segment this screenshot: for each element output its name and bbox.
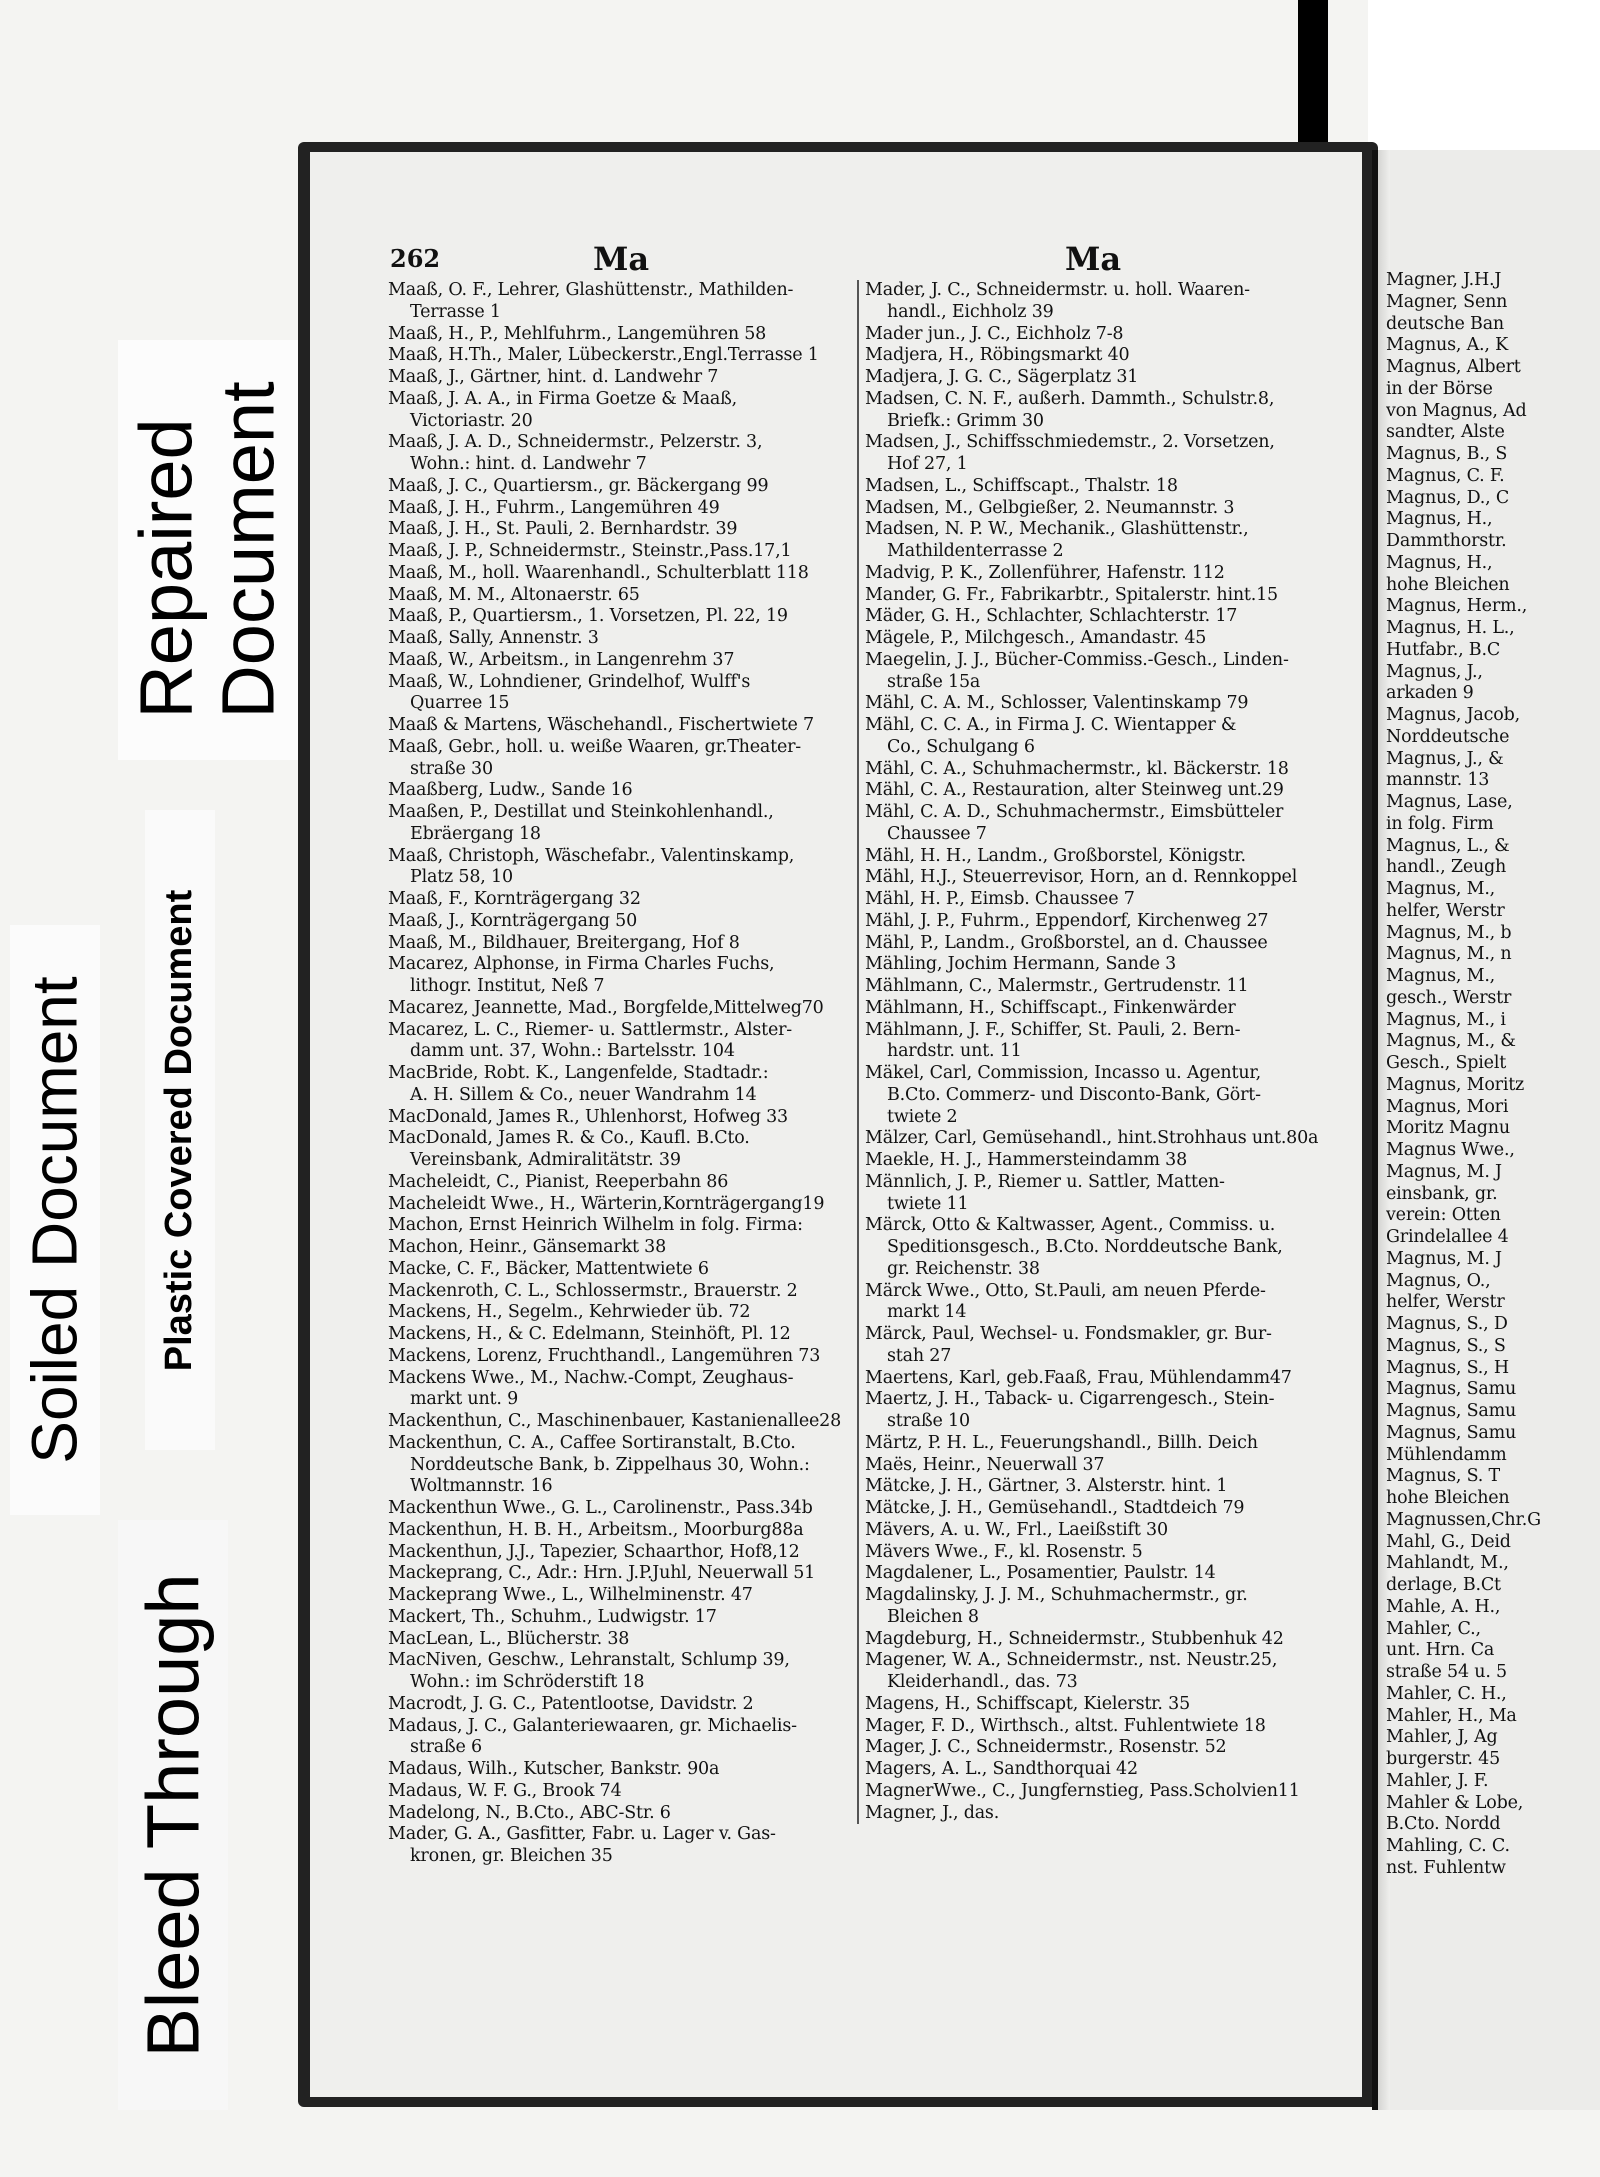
entry-line: straße 10: [887, 1411, 970, 1431]
entry-line: Maës, Heinr., Neuerwall 37: [865, 1454, 1105, 1475]
entry-line: Mühlendamm: [1386, 1444, 1507, 1465]
entry-line: Mähl, C. A. M., Schlosser, Valentinskamp 79: [865, 693, 1249, 714]
entry-line: Macke, C. F., Bäcker, Mattentwiete 6: [388, 1258, 709, 1279]
entry-line: Macarez, Alphonse, in Firma Charles Fuchs,: [388, 954, 775, 975]
entry-line: Macarez, Jeannette, Mad., Borgfelde,Mittelweg70: [388, 997, 824, 1018]
entry-line: Maaß, W., Arbeitsm., in Langenrehm 37: [388, 649, 735, 670]
entry-line: MagnerWwe., C., Jungfernstieg, Pass.Scholvien11: [865, 1780, 1300, 1801]
entry-line: Briefk.: Grimm 30: [887, 410, 1044, 431]
entry-line: Mader, G. A., Gasfitter, Fabr. u. Lager v. Gas-: [388, 1824, 776, 1845]
entry-line: Mahler, J, Ag: [1386, 1727, 1498, 1748]
entry-line: Mähl, C. A. D., Schuhmachermstr., Eimsbütteler: [865, 802, 1284, 822]
entry-line: Mahler, H., Ma: [1386, 1705, 1517, 1726]
entry-line: hohe Bleichen: [1386, 1488, 1510, 1508]
entry-line: Moritz Magnu: [1386, 1118, 1510, 1139]
entry-line: Mader, J. C., Schneidermstr. u. holl. Waaren-: [865, 280, 1250, 300]
entry-line: Maaß, O. F., Lehrer, Glashüttenstr., Mathilden-: [388, 280, 794, 300]
entry-line: Magnus, H.,: [1386, 509, 1493, 530]
plastic-covered-label: [145, 810, 215, 1450]
entry-line: Magdalinsky, J. J. M., Schuhmachermstr., gr.: [865, 1585, 1248, 1605]
entry-line: in der Börse: [1386, 378, 1493, 399]
entry-line: Mähl, P., Landm., Großborstel, an d. Chaussee: [865, 932, 1268, 953]
entry-line: hardstr. unt. 11: [887, 1041, 1022, 1062]
entry-line: Maegelin, J. J., Bücher-Commiss.-Gesch., Linden-: [865, 649, 1289, 670]
entry-line: Maaß, M., Bildhauer, Breitergang, Hof 8: [388, 932, 740, 953]
left-column: [388, 280, 868, 1868]
entry-line: hohe Bleichen: [1386, 574, 1510, 595]
entry-line: Madsen, L., Schiffscapt., Thalstr. 18: [865, 475, 1178, 496]
directory-page: [310, 152, 1362, 2097]
entry-line: Mager, J. C., Schneidermstr., Rosenstr. 52: [865, 1737, 1227, 1758]
entry-line: Maaß, J., Kornträgergang 50: [388, 910, 638, 931]
entry-line: Quarree 15: [410, 693, 510, 714]
entry-line: Märck Wwe., Otto, St.Pauli, am neuen Pferde-: [865, 1280, 1266, 1301]
entry-line: Mägele, P., Milchgesch., Amandastr. 45: [865, 628, 1207, 648]
entry-line: Magner, J., das.: [865, 1802, 1000, 1823]
entry-line: straße 6: [410, 1737, 482, 1758]
entry-line: Mätcke, J. H., Gärtner, 3. Alsterstr. hint. 1: [865, 1476, 1228, 1497]
entry-line: von Magnus, Ad: [1386, 400, 1527, 421]
entry-line: Madelong, N., B.Cto., ABC-Str. 6: [388, 1802, 671, 1823]
entry-line: Madsen, C. N. F., außerh. Dammth., Schulstr.8,: [865, 388, 1275, 409]
entry-line: Magers, A. L., Sandthorquai 42: [865, 1759, 1138, 1779]
entry-line: Maaß, J. A. A., in Firma Goetze & Maaß,: [388, 388, 738, 409]
entry-line: MacBride, Robt. K., Langenfelde, Stadtadr.:: [388, 1063, 769, 1083]
entry-line: Mähl, C. A., Schuhmachermstr., kl. Bäckerstr. 18: [865, 758, 1289, 779]
entry-line: B.Cto. Nordd: [1386, 1814, 1501, 1835]
entry-line: Magnus, M., b: [1386, 922, 1512, 943]
bleed-through-text: Bleed Through: [131, 1572, 215, 2058]
entry-line: Mahler, C.,: [1386, 1618, 1481, 1639]
entry-line: Magnus, Samu: [1386, 1422, 1517, 1443]
entry-line: Maaß, J. H., St. Pauli, 2. Bernhardstr. 39: [388, 519, 738, 540]
entry-line: Märck, Paul, Wechsel- u. Fondsmakler, gr. Bur-: [865, 1324, 1272, 1344]
soiled-document-label: [10, 925, 100, 1515]
entry-line: Mackenthun Wwe., G. L., Carolinenstr., Pass.34b: [388, 1498, 813, 1518]
scan-background: [1368, 0, 1600, 150]
entry-line: Maaß, W., Lohndiener, Grindelhof, Wulff's: [388, 671, 751, 692]
entry-line: Mählmann, J. F., Schiffer, St. Pauli, 2. Bern-: [865, 1019, 1241, 1040]
entry-line: Magens, H., Schiffscapt, Kielerstr. 35: [865, 1693, 1191, 1714]
entry-line: Magnus, Lase,: [1386, 792, 1513, 812]
entry-line: Bleichen 8: [887, 1606, 979, 1627]
entry-line: helfer, Werstr: [1386, 900, 1505, 921]
entry-line: straße 54 u. 5: [1386, 1662, 1507, 1682]
entry-line: MacDonald, James R. & Co., Kaufl. B.Cto.: [388, 1128, 750, 1149]
entry-line: Mackenthun, C. A., Caffee Sortiranstalt, B.Cto.: [388, 1432, 796, 1453]
next-page-edge: [1372, 150, 1600, 2110]
entry-line: stah 27: [887, 1345, 952, 1366]
entry-line: in folg. Firm: [1386, 813, 1494, 834]
entry-line: Mählmann, C., Malermstr., Gertrudenstr. 11: [865, 976, 1249, 996]
edge-column: [1386, 270, 1600, 1880]
entry-line: handl., Zeugh: [1386, 857, 1507, 878]
entry-line: handl., Eichholz 39: [887, 301, 1054, 322]
entry-line: Madjera, H., Röbingsmarkt 40: [865, 345, 1130, 366]
entry-line: Magnus, S., S: [1386, 1335, 1506, 1356]
document-word: Document: [207, 381, 291, 719]
entry-line: Magnus, M. J: [1386, 1248, 1502, 1269]
bleed-through-label: [118, 1520, 228, 2110]
entry-line: Machon, Heinr., Gänsemarkt 38: [388, 1237, 667, 1257]
entry-line: Maaß, J., Gärtner, hint. d. Landwehr 7: [388, 367, 719, 387]
entry-line: Männlich, J. P., Riemer u. Sattler, Matten-: [865, 1171, 1225, 1192]
entry-line: Madvig, P. K., Zollenführer, Hafenstr. 112: [865, 562, 1225, 583]
entry-line: Mahl, G., Deid: [1386, 1531, 1511, 1552]
entry-line: Madaus, W. F. G., Brook 74: [388, 1780, 622, 1801]
entry-line: Madjera, J. G. C., Sägerplatz 31: [865, 367, 1139, 387]
entry-line: Mahlandt, M.,: [1386, 1553, 1509, 1574]
entry-line: Mackens, Lorenz, Fruchthandl., Langemühren 73: [388, 1345, 821, 1366]
entry-line: Maaß & Martens, Wäschehandl., Fischertwiete 7: [388, 715, 814, 735]
entry-line: Maaß, M. M., Altonaerstr. 65: [388, 584, 640, 605]
entry-line: Wohn.: hint. d. Landwehr 7: [410, 454, 647, 474]
entry-line: Maaß, P., Quartiersm., 1. Vorsetzen, Pl. 22, 19: [388, 606, 788, 627]
entry-line: Speditionsgesch., B.Cto. Norddeutsche Bank,: [887, 1237, 1283, 1257]
entry-line: Maertz, J. H., Taback- u. Cigarrengesch., Stein-: [865, 1389, 1275, 1410]
entry-line: Chaussee 7: [887, 823, 987, 844]
entry-line: Maaß, Sally, Annenstr. 3: [388, 628, 599, 648]
entry-line: MacNiven, Geschw., Lehranstalt, Schlump 39,: [388, 1650, 790, 1671]
entry-line: Mathildenterrasse 2: [887, 541, 1064, 561]
entry-line: Magner, Senn: [1386, 291, 1508, 312]
entry-line: Madsen, M., Gelbgießer, 2. Neumannstr. 3: [865, 497, 1235, 518]
entry-line: Mackenthun, H. B. H., Arbeitsm., Moorburg88a: [388, 1519, 804, 1540]
entry-line: Maaßberg, Ludw., Sande 16: [388, 780, 633, 801]
entry-line: Magnus, J., &: [1386, 748, 1504, 769]
entry-line: Magnus, M., n: [1386, 944, 1512, 965]
entry-line: Maaß, J. A. D., Schneidermstr., Pelzerstr. 3,: [388, 432, 763, 453]
entry-line: Victoriastr. 20: [410, 410, 533, 431]
entry-line: Grindelallee 4: [1386, 1227, 1509, 1247]
entry-line: Magnus Wwe.,: [1386, 1140, 1515, 1160]
entry-line: Mackens, H., Segelm., Kehrwieder üb. 72: [388, 1302, 751, 1323]
entry-line: Mackert, Th., Schuhm., Ludwigstr. 17: [388, 1606, 717, 1627]
entry-line: Woltmannstr. 16: [410, 1476, 553, 1497]
entry-line: Mackenthun, J.J., Tapezier, Schaarthor, Hof8,12: [388, 1541, 800, 1562]
entry-line: Ebräergang 18: [410, 823, 541, 844]
entry-line: Mackeprang Wwe., L., Wilhelminenstr. 47: [388, 1585, 753, 1605]
entry-line: unt. Hrn. Ca: [1386, 1640, 1495, 1661]
entry-line: Madaus, J. C., Galanteriewaaren, gr. Michaelis-: [388, 1715, 797, 1736]
entry-line: Magener, W. A., Schneidermstr., nst. Neustr.25,: [865, 1650, 1278, 1671]
entry-line: verein: Otten: [1386, 1205, 1501, 1226]
entry-line: Magnus, C. F.: [1386, 465, 1505, 486]
entry-line: Madsen, J., Schiffsschmiedemstr., 2. Vorsetzen,: [865, 432, 1275, 453]
entry-line: nst. Fuhlentw: [1386, 1857, 1506, 1878]
entry-line: Märtz, P. H. L., Feuerungshandl., Billh. Deich: [865, 1432, 1258, 1453]
entry-line: Platz 58, 10: [410, 867, 513, 888]
entry-line: Maaß, J. H., Fuhrm., Langemühren 49: [388, 497, 720, 518]
entry-line: MacLean, L., Blücherstr. 38: [388, 1628, 630, 1649]
entry-line: Magnus, D., C: [1386, 487, 1510, 508]
entry-line: markt 14: [887, 1302, 967, 1323]
entry-line: Magnus, Herm.,: [1386, 596, 1528, 617]
entry-line: Norddeutsche Bank, b. Zippelhaus 30, Wohn.:: [410, 1454, 810, 1475]
entry-line: Maekle, H. J., Hammersteindamm 38: [865, 1150, 1188, 1170]
entry-line: Macarez, L. C., Riemer- u. Sattlermstr., Alster-: [388, 1019, 792, 1040]
entry-line: burgerstr. 45: [1386, 1749, 1501, 1769]
entry-line: Magnussen,Chr.G: [1386, 1509, 1541, 1530]
entry-line: Madsen, N. P. W., Mechanik., Glashüttenstr.,: [865, 519, 1249, 540]
entry-line: Dammthorstr.: [1386, 531, 1507, 551]
entry-line: derlage, B.Ct: [1386, 1575, 1501, 1595]
entry-line: gr. Reichenstr. 38: [887, 1258, 1040, 1279]
entry-line: A. H. Sillem & Co., neuer Wandrahm 14: [410, 1084, 757, 1105]
entry-line: Mackens Wwe., M., Nachw.-Compt, Zeughaus-: [388, 1367, 794, 1388]
entry-line: Magnus, M., i: [1386, 1009, 1506, 1030]
entry-line: Macrodt, J. G. C., Patentlootse, Davidstr. 2: [388, 1693, 754, 1714]
entry-line: Mackenthun, C., Maschinenbauer, Kastanienallee28: [388, 1411, 841, 1431]
entry-line: Co., Schulgang 6: [887, 736, 1035, 757]
entry-line: Maaß, M., holl. Waarenhandl., Schulterblatt 118: [388, 562, 809, 583]
entry-line: Magnus, O.,: [1386, 1270, 1491, 1291]
entry-line: deutsche Ban: [1386, 313, 1504, 334]
entry-line: Mähl, H.J., Steuerrevisor, Horn, an d. Rennkoppel: [865, 867, 1298, 888]
entry-line: Mäder, G. H., Schlachter, Schlachterstr. 17: [865, 606, 1238, 627]
entry-line: Wohn.: im Schröderstift 18: [410, 1672, 645, 1692]
entry-line: Maertens, Karl, geb.Faaß, Frau, Mühlendamm47: [865, 1367, 1292, 1388]
entry-line: B.Cto. Commerz- und Disconto-Bank, Gört-: [887, 1084, 1261, 1105]
entry-line: Magner, J.H.J: [1386, 270, 1502, 290]
entry-line: Mählmann, H., Schiffscapt., Finkenwärder: [865, 997, 1236, 1018]
soiled-document-text: Soiled Document: [19, 976, 91, 1464]
entry-line: Maaßen, P., Destillat und Steinkohlenhandl.,: [388, 802, 774, 822]
entry-line: gesch., Werstr: [1386, 987, 1512, 1008]
entry-line: Mackenroth, C. L., Schlossermstr., Brauerstr. 2: [388, 1280, 798, 1301]
entry-line: Hof 27, 1: [887, 454, 968, 474]
entry-line: Mähl, H. H., Landm., Großborstel, Königstr.: [865, 845, 1246, 866]
entry-line: Mähl, C. A., Restauration, alter Steinweg unt.29: [865, 780, 1284, 801]
repaired-document-label: [118, 340, 298, 760]
plastic-covered-text: Plastic Covered Document: [158, 889, 201, 1371]
entry-line: Mähling, Jochim Hermann, Sande 3: [865, 954, 1177, 975]
entry-line: Märck, Otto & Kaltwasser, Agent., Commiss. u.: [865, 1215, 1276, 1236]
entry-line: Mander, G. Fr., Fabrikarbtr., Spitalerstr. hint.15: [865, 584, 1278, 605]
entry-line: lithogr. Institut, Neß 7: [410, 976, 605, 996]
entry-line: Magnus, Mori: [1386, 1096, 1509, 1117]
entry-line: Vereinsbank, Admiralitätstr. 39: [410, 1150, 681, 1170]
entry-line: sandter, Alste: [1386, 422, 1505, 443]
entry-line: Mäkel, Carl, Commission, Incasso u. Agentur,: [865, 1063, 1261, 1083]
entry-line: Kleiderhandl., das. 73: [887, 1672, 1078, 1692]
entry-line: Magnus, Albert: [1386, 357, 1521, 377]
entry-line: Magnus, S., D: [1386, 1314, 1508, 1334]
page-number: 262: [390, 244, 441, 273]
entry-line: Machon, Ernst Heinrich Wilhelm in folg. Firma:: [388, 1215, 803, 1236]
entry-line: twiete 2: [887, 1106, 958, 1127]
entry-line: Magnus, M.,: [1386, 879, 1496, 899]
entry-line: Mager, F. D., Wirthsch., altst. Fuhlentwiete 18: [865, 1715, 1266, 1736]
entry-line: Magdalener, L., Posamentier, Paulstr. 14: [865, 1563, 1216, 1584]
entry-line: Mackeprang, C., Adr.: Hrn. J.P.Juhl, Neuerwall 51: [388, 1563, 816, 1584]
entry-line: Norddeutsche: [1386, 726, 1510, 747]
entry-line: Hutfabr., B.C: [1386, 639, 1501, 660]
entry-line: Mahler, J. F.: [1386, 1770, 1489, 1791]
entry-line: Mähl, H. P., Eimsb. Chaussee 7: [865, 889, 1135, 909]
entry-line: Magnus, L., &: [1386, 835, 1510, 856]
entry-line: markt unt. 9: [410, 1389, 519, 1410]
entry-line: Mävers, A. u. W., Frl., Laeißstift 30: [865, 1519, 1168, 1540]
entry-line: Mähl, C. C. A., in Firma J. C. Wientapper &: [865, 715, 1237, 735]
entry-line: Mahling, C. C.: [1386, 1836, 1510, 1856]
entry-line: Magnus, S., H: [1386, 1357, 1509, 1378]
entry-line: Magnus, J.,: [1386, 661, 1483, 682]
entry-line: Maaß, Christoph, Wäschefabr., Valentinskamp,: [388, 845, 795, 866]
entry-line: Magdeburg, H., Schneidermstr., Stubbenhuk 42: [865, 1628, 1284, 1649]
entry-line: helfer, Werstr: [1386, 1292, 1505, 1313]
entry-line: Magnus, Jacob,: [1386, 705, 1520, 725]
entry-line: Mähl, J. P., Fuhrm., Eppendorf, Kirchenweg 27: [865, 910, 1269, 931]
entry-line: Magnus, S. T: [1386, 1466, 1500, 1487]
entry-line: Madaus, Wilh., Kutscher, Bankstr. 90a: [388, 1759, 720, 1779]
entry-line: Maaß, H., P., Mehlfuhrm., Langemühren 58: [388, 323, 767, 344]
entry-line: Mävers Wwe., F., kl. Rosenstr. 5: [865, 1541, 1143, 1562]
entry-line: Mahler, C. H.,: [1386, 1683, 1507, 1704]
entry-line: Mätcke, J. H., Gemüsehandl., Stadtdeich 79: [865, 1498, 1245, 1518]
running-head-right: Ma: [1065, 240, 1122, 278]
entry-line: mannstr. 13: [1386, 770, 1490, 791]
entry-line: Macheleidt Wwe., H., Wärterin,Kornträgergang19: [388, 1193, 825, 1214]
entry-line: Mader jun., J. C., Eichholz 7-8: [865, 323, 1124, 344]
entry-line: Magnus, Moritz: [1386, 1074, 1525, 1095]
repaired-document-text: [126, 381, 290, 718]
right-column: [857, 280, 1355, 1824]
entry-line: Magnus, M.,: [1386, 966, 1496, 986]
entry-line: Magnus, A., K: [1386, 335, 1509, 356]
entry-line: twiete 11: [887, 1193, 969, 1214]
entry-line: Gesch., Spielt: [1386, 1053, 1507, 1073]
entry-line: Magnus, M. J: [1386, 1161, 1502, 1182]
entry-line: Magnus, Samu: [1386, 1401, 1517, 1421]
entry-line: einsbank, gr.: [1386, 1183, 1498, 1204]
entry-line: straße 15a: [887, 671, 981, 692]
entry-line: Maaß, F., Kornträgergang 32: [388, 889, 641, 909]
entry-line: Terrasse 1: [410, 301, 501, 322]
entry-line: Maaß, Gebr., holl. u. weiße Waaren, gr.Theater-: [388, 736, 801, 757]
entry-line: Magnus, H. L.,: [1386, 618, 1515, 638]
entry-line: Magnus, H.,: [1386, 552, 1493, 573]
entry-line: MacDonald, James R., Uhlenhorst, Hofweg 33: [388, 1106, 788, 1127]
entry-line: Macheleidt, C., Pianist, Reeperbahn 86: [388, 1171, 729, 1192]
running-head-left: Ma: [593, 240, 650, 278]
entry-line: Mahle, A. H.,: [1386, 1596, 1501, 1617]
entry-line: Maaß, J. C., Quartiersm., gr. Bäckergang 99: [388, 475, 769, 496]
entry-line: straße 30: [410, 758, 493, 779]
entry-line: Maaß, H.Th., Maler, Lübeckerstr.,Engl.Terrasse 1: [388, 345, 819, 366]
entry-line: Magnus, B., S: [1386, 444, 1508, 464]
repaired-word: Repaired: [125, 418, 209, 719]
entry-line: Maaß, J. P., Schneidermstr., Steinstr.,Pass.17,1: [388, 541, 792, 561]
entry-line: Magnus, M., &: [1386, 1031, 1516, 1052]
entry-line: arkaden 9: [1386, 683, 1474, 704]
entry-line: kronen, gr. Bleichen 35: [410, 1846, 613, 1866]
entry-line: Magnus, Samu: [1386, 1379, 1517, 1400]
entry-line: damm unt. 37, Wohn.: Bartelsstr. 104: [410, 1041, 735, 1062]
entry-line: Mälzer, Carl, Gemüsehandl., hint.Strohhaus unt.80a: [865, 1128, 1319, 1149]
entry-line: Mackens, H., & C. Edelmann, Steinhöft, Pl. 12: [388, 1324, 791, 1344]
entry-line: Mahler & Lobe,: [1386, 1792, 1524, 1813]
